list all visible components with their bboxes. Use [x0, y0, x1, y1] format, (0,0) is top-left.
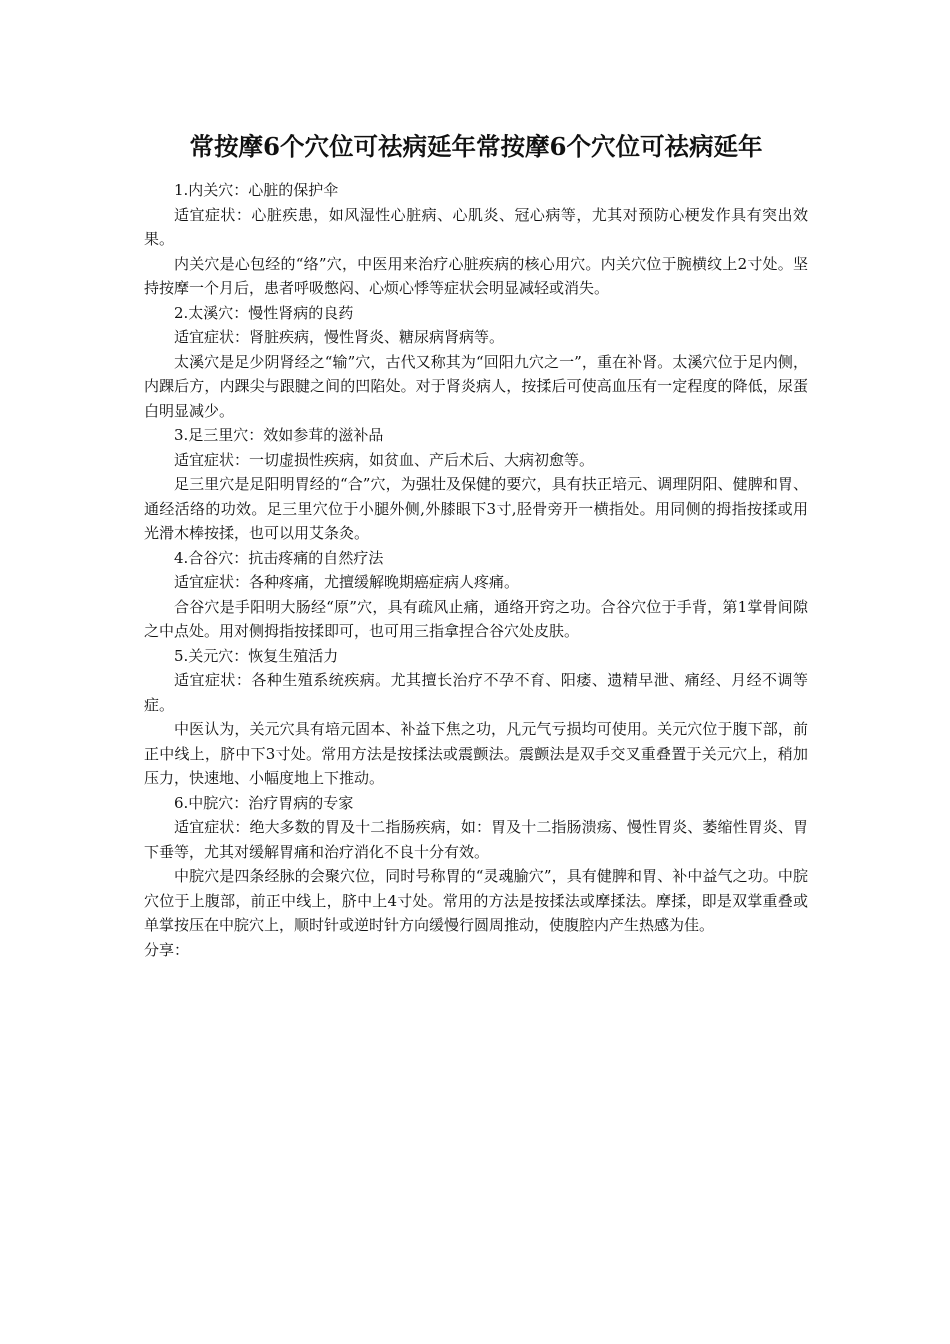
symptoms-zusanli: 适宜症状：一切虚损性疾病，如贫血、产后术后、大病初愈等。	[174, 450, 595, 469]
share-label: 分享：	[144, 940, 190, 959]
description-zusanli: 足三里穴是足阳明胃经的“合”穴，为强壮及保健的要穴，具有扶正培元、调理阴阳、健脾和胃、通经活络的功效。足三里穴位于小腿外侧,外膝眼下3寸,胫骨旁开一横指处。用同侧的拇指按揉或用光滑木棒按揉，也可以用艾条灸。	[144, 475, 808, 542]
symptoms-hegu: 适宜症状：各种疼痛，尤擅缓解晚期癌症病人疼痛。	[174, 573, 520, 591]
section-heading-hegu: 4.合谷穴：抗击疼痛的自然疗法	[174, 548, 384, 567]
description-taixi: 太溪穴是足少阴肾经之“输”穴，古代又称其为“回阳九穴之一”，重在补肾。太溪穴位于足内侧，内踝后方，内踝尖与跟腱之间的凹陷处。对于肾炎病人，按揉后可使高血压有一定程度的降低，尿蛋白明显减少。	[144, 352, 808, 420]
symptoms-taixi: 适宜症状：肾脏疾病，慢性肾炎、糖尿病肾病等。	[174, 328, 505, 346]
section-heading-guanyuan: 5.关元穴：恢复生殖活力	[174, 646, 339, 665]
description-zhongwan: 中脘穴是四条经脉的会聚穴位，同时号称胃的“灵魂腧穴”，具有健脾和胃、补中益气之功。中脘穴位于上腹部，前正中线上，脐中上4寸处。常用的方法是按揉法或摩揉法。摩揉，即是双掌重叠或单掌按压在中脘穴上，顺时针或逆时针方向缓慢行圆周推动，使腹腔内产生热感为佳。	[144, 867, 808, 934]
description-neiguan: 内关穴是心包经的“络”穴，中医用来治疗心脏疾病的核心用穴。内关穴位于腕横纹上2寸处。坚持按摩一个月后，患者呼吸憋闷、心烦心悸等症状会明显减轻或消失。	[144, 254, 808, 297]
symptoms-guanyuan: 适宜症状：各种生殖系统疾病。尤其擅长治疗不孕不育、阳痿、遗精早泄、痛经、月经不调等症。	[144, 671, 808, 714]
document-title: 常按摩6个穴位可祛病延年常按摩6个穴位可祛病延年	[189, 132, 763, 161]
description-hegu: 合谷穴是手阳明大肠经“原”穴，具有疏风止痛，通络开窍之功。合谷穴位于手背，第1掌骨间隙之中点处。用对侧拇指按揉即可，也可用三指拿捏合谷穴处皮肤。	[144, 597, 808, 640]
section-heading-zhongwan: 6.中脘穴：治疗胃病的专家	[174, 793, 354, 812]
section-heading-zusanli: 3.足三里穴：效如参茸的滋补品	[174, 426, 384, 444]
description-guanyuan: 中医认为，关元穴具有培元固本、补益下焦之功，凡元气亏损均可使用。关元穴位于腹下部，前正中线上，脐中下3寸处。常用方法是按揉法或震颤法。震颤法是双手交叉重叠置于关元穴上，稍加压力，快速地、小幅度地上下推动。	[144, 720, 808, 787]
symptoms-zhongwan: 适宜症状：绝大多数的胃及十二指肠疾病，如：胃及十二指肠溃疡、慢性胃炎、萎缩性胃炎、胃下垂等，尤其对缓解胃痛和治疗消化不良十分有效。	[144, 818, 808, 861]
section-heading-taixi: 2.太溪穴：慢性肾病的良药	[174, 303, 354, 322]
symptoms-neiguan: 适宜症状：心脏疾患，如风湿性心脏病、心肌炎、冠心病等，尤其对预防心梗发作具有突出效果。	[144, 205, 808, 248]
document-page	[144, 130, 808, 962]
section-heading-neiguan: 1.内关穴：心脏的保护伞	[174, 181, 339, 199]
